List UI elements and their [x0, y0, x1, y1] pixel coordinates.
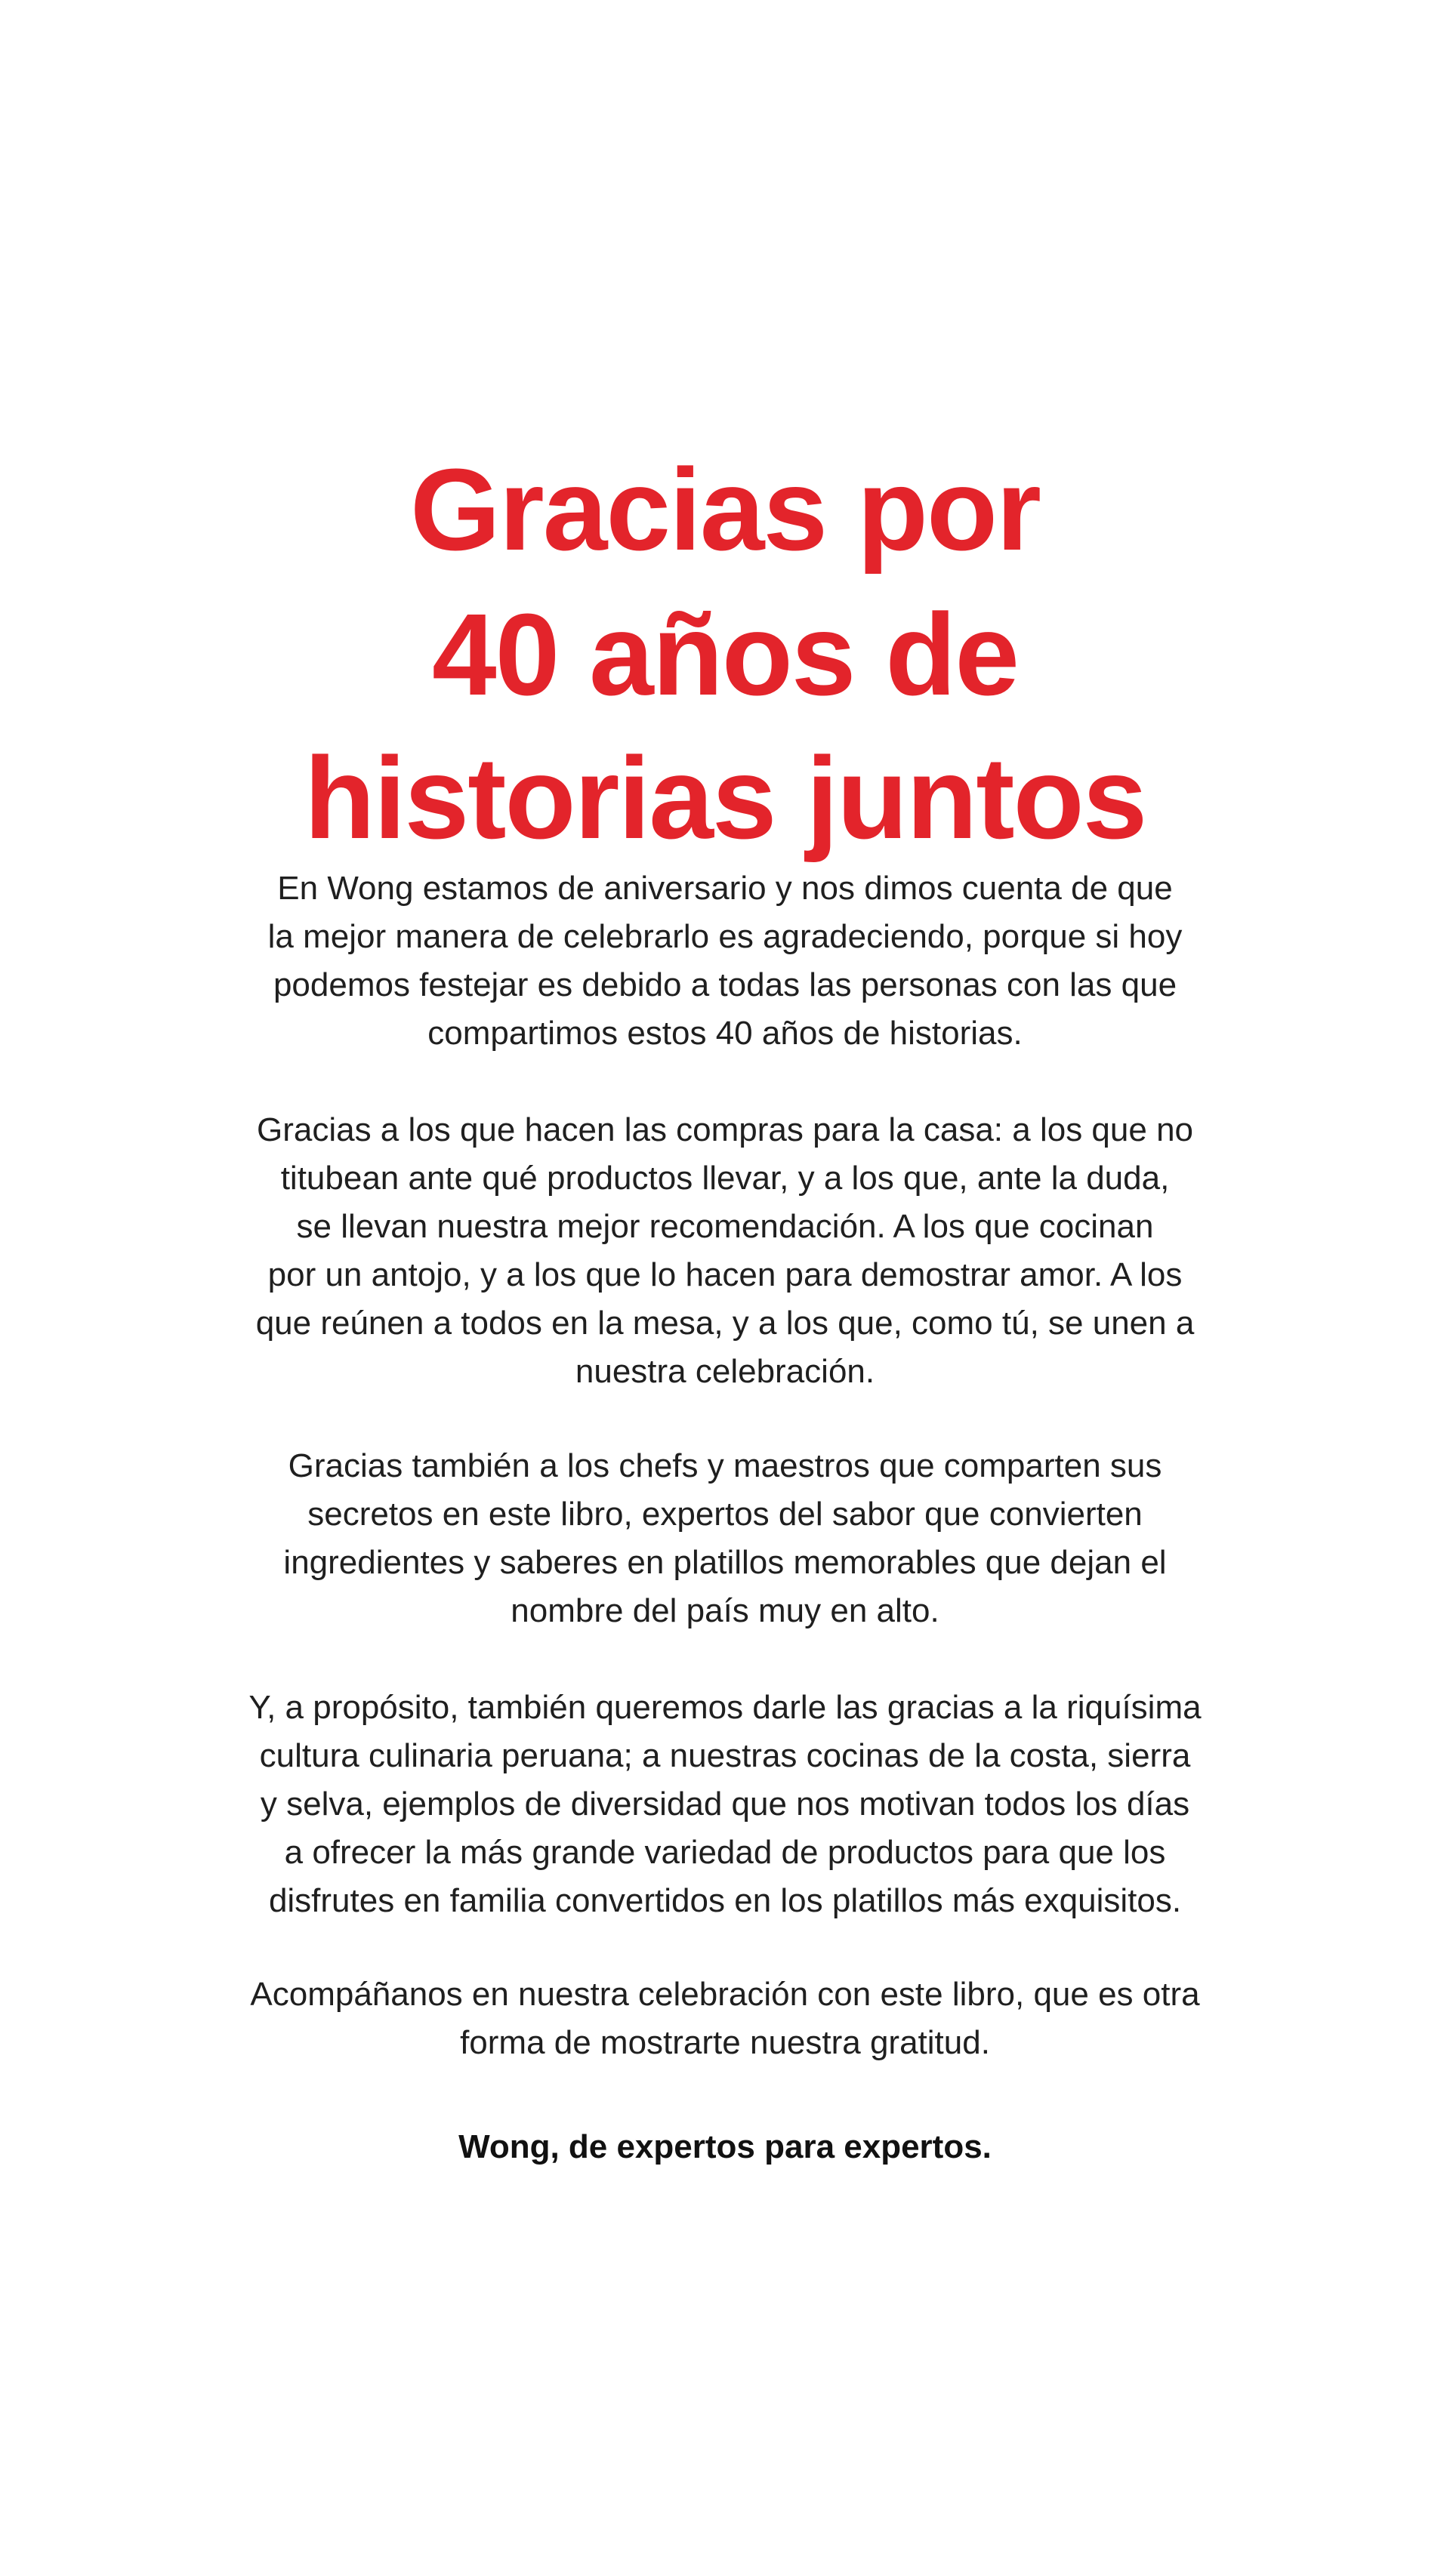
paragraph-line: Y, a propósito, también queremos darle las gracias a la riquísima	[248, 1689, 1202, 1726]
paragraph-line: ingredientes y saberes en platillos memorables que dejan el	[283, 1544, 1167, 1581]
paragraph-line: Gracias también a los chefs y maestros que comparten sus	[288, 1447, 1162, 1484]
paragraph-line: podemos festejar es debido a todas las personas con las que	[273, 966, 1177, 1003]
paragraph-line: En Wong estamos de aniversario y nos dimos cuenta de que	[277, 870, 1173, 907]
culture-thanks-paragraph	[121, 1684, 1329, 1925]
paragraph-line: Gracias a los que hacen las compras para la casa: a los que no	[256, 1111, 1194, 1148]
shoppers-thanks-paragraph	[121, 1106, 1329, 1396]
headline-line-1: Gracias por	[410, 445, 1040, 575]
paragraph-line: nuestra celebración.	[575, 1353, 875, 1390]
headline-line-2: 40 años de	[431, 590, 1019, 719]
paragraph-line: forma de mostrarte nuestra gratitud.	[460, 2024, 990, 2061]
headline-line-3: historias juntos	[304, 733, 1146, 863]
paragraph-line: secretos en este libro, expertos del sabor que convierten	[307, 1496, 1143, 1533]
paragraph-line: la mejor manera de celebrarlo es agradeciendo, porque si hoy	[267, 918, 1183, 955]
paragraph-line: a ofrecer la más grande variedad de productos para que los	[284, 1834, 1166, 1871]
signoff-tagline: Wong, de expertos para expertos.	[458, 2128, 992, 2165]
paragraph-line: titubean ante qué productos llevar, y a los que, ante la duda,	[280, 1160, 1170, 1197]
invitation-paragraph	[121, 1971, 1329, 2067]
paragraph-line: por un antojo, y a los que lo hacen para demostrar amor. A los	[267, 1256, 1183, 1293]
paragraph-line: y selva, ejemplos de diversidad que nos motivan todos los días	[260, 1786, 1190, 1823]
intro-paragraph	[121, 864, 1329, 1058]
paragraph-line: nombre del país muy en alto.	[511, 1592, 939, 1629]
paragraph-line: se llevan nuestra mejor recomendación. A los que cocinan	[296, 1208, 1154, 1245]
paragraph-line: Acompáñanos en nuestra celebración con este libro, que es otra	[250, 1976, 1200, 2013]
chefs-thanks-paragraph	[121, 1442, 1329, 1635]
paragraph-line: compartimos estos 40 años de historias.	[427, 1015, 1023, 1052]
paragraph-line: que reúnen a todos en la mesa, y a los que, como tú, se unen a	[255, 1305, 1195, 1342]
paragraph-line: disfrutes en familia convertidos en los platillos más exquisitos.	[268, 1882, 1182, 1919]
paragraph-line: cultura culinaria peruana; a nuestras cocinas de la costa, sierra	[259, 1737, 1191, 1774]
